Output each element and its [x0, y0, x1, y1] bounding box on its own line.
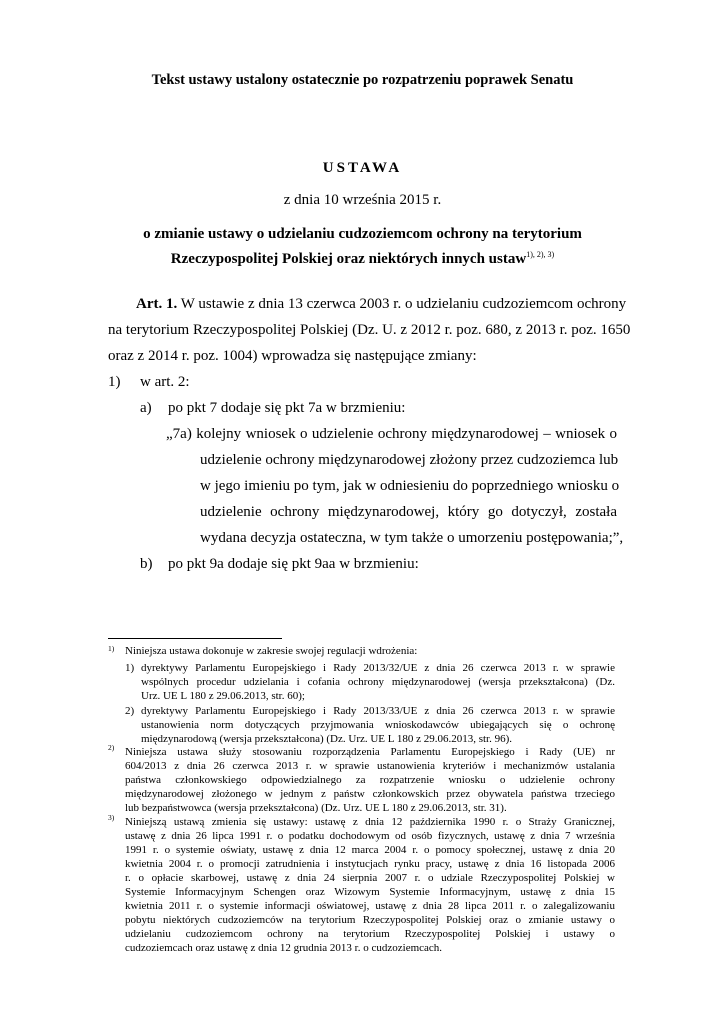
footnote-1-text: Niniejsza ustawa dokonuje w zakresie swojej regulacji wdrożenia:	[125, 645, 418, 657]
footnote-1-item-2-line-2: ustanowienia norm dotyczących przyjmowania wnioskodawców ubiegających się o ochronę	[141, 719, 615, 731]
footnote-2-line-2: 604/2013 z dnia 26 czerwca 2013 r. w sprawie ustanowienia kryteriów i mechanizmów ustalania	[125, 760, 615, 772]
act-date: z dnia 10 września 2015 r.	[283, 192, 442, 208]
act-subject-text: Rzeczypospolitej Polskiej oraz niektórych innych ustaw	[170, 251, 527, 267]
footnote-3-line-9: udzielaniu cudzoziemcom ochrony na terytorium Rzeczypospolitej Polskiej i ustawy o	[125, 928, 615, 940]
footnote-separator	[108, 638, 282, 639]
footnote-3-line-4: kwietnia 2004 r. o promocji zatrudnienia i instytucjach rynku pracy, ustawę z dnia 16 listopada 2006	[125, 858, 615, 870]
quote-line-3: w jego imieniu po tym, jak w odniesieniu do poprzedniego wniosku o	[200, 478, 620, 494]
act-type-heading: USTAWA	[322, 160, 403, 176]
footnote-1-item-2-line-1: dyrektywy Parlamentu Europejskiego i Rady 2013/33/UE z dnia 26 czerwca 2013 r. w sprawie	[141, 705, 615, 717]
footnote-2-line-4: międzynarodowej złożonego w jednym z państw członkowskich przez obywatela państwa trzeciego	[125, 788, 615, 800]
footnote-3-line-6: Systemie Informacyjnym Schengen oraz Wizowym Systemie Informacyjnym, ustawę z dnia 15	[125, 886, 615, 898]
article-intro-text: W ustawie z dnia 13 czerwca 2003 r. o udzielaniu cudzoziemcom ochrony	[180, 296, 627, 312]
footnote-1-item-1-line-2: wspólnych procedur udzielania i cofania ochrony międzynarodowej (wersja przekształcona) (Dz.	[141, 676, 615, 688]
footnote-2-mark: 2)	[108, 743, 115, 752]
footnote-1-mark: 1)	[108, 644, 115, 653]
footnote-3-line-7: kwietnia 2011 r. o systemie informacji oświatowej, ustawę z dnia 28 lipca 2011 r. o zalegalizowaniu	[125, 900, 615, 912]
footnote-2-line-5: lub bezpaństwowca (wersja przekształcona) (Dz. Urz. UE L 180 z 29.06.2013, str. 31).	[125, 802, 507, 814]
footnote-1-item-2-line-3: międzynarodową (wersja przekształcona) (Dz. Urz. UE L 180 z 29.06.2013, str. 96).	[141, 733, 513, 745]
footnote-3-line-5: r. o opłacie skarbowej, ustawę z dnia 24 sierpnia 2007 r. o udziale Rzeczypospolitej Polskiej w	[125, 872, 615, 884]
quote-line-1: „7a) kolejny wniosek o udzielenie ochrony międzynarodowej – wniosek o	[166, 426, 617, 442]
article-intro-line-1	[136, 296, 627, 313]
letter-b-marker: b)	[140, 556, 153, 572]
footnote-3-line-8: pobytu niektórych cudzoziemców na terytorium Rzeczypospolitej Polskiej oraz o zmianie ustawy o	[125, 914, 615, 926]
letter-b-text: po pkt 9a dodaje się pkt 9aa w brzmieniu:	[168, 556, 419, 572]
point-text: w art. 2:	[140, 374, 190, 390]
footnote-1-item-2-num: 2)	[125, 705, 135, 717]
article-intro-line-3: oraz z 2014 r. poz. 1004) wprowadza się następujące zmiany:	[108, 348, 477, 364]
footnote-refs: 1), 2), 3)	[526, 250, 555, 259]
footnote-2-line-3: państwa członkowskiego odpowiedzialnego za rozpatrzenie wniosku o udzielenie ochrony	[125, 774, 615, 786]
point-number: 1)	[108, 374, 121, 390]
page-header-title: Tekst ustawy ustalony ostatecznie po rozpatrzeniu poprawek Senatu	[151, 72, 574, 88]
footnote-3-line-1: Niniejszą ustawą zmienia się ustawy: ustawę z dnia 12 października 1990 r. o Straży Granicznej,	[125, 816, 615, 828]
footnote-1-item-1-line-1: dyrektywy Parlamentu Europejskiego i Rady 2013/32/UE z dnia 26 czerwca 2013 r. w sprawie	[141, 662, 615, 674]
footnote-3-line-10: cudzoziemcach oraz ustawę z dnia 12 grudnia 2013 r. o cudzoziemcach.	[125, 942, 443, 954]
footnote-2-line-1: Niniejsza ustawa służy stosowaniu rozporządzenia Parlamentu Europejskiego i Rady (UE) nr	[125, 746, 615, 758]
quote-line-2: udzielenie ochrony międzynarodowej złożony przez cudzoziemca lub	[200, 452, 619, 468]
footnote-3-line-3: 1991 r. o systemie oświaty, ustawę z dnia 12 marca 2004 r. o pomocy społecznej, ustawę z dnia 20	[125, 844, 615, 856]
footnote-3-line-2: ustawę z dnia 26 lipca 1991 r. o podatku dochodowym od osób fizycznych, ustawę z dnia 7 września	[125, 830, 615, 842]
act-subject-line-2	[0, 251, 725, 268]
article-label: Art. 1.	[136, 296, 178, 312]
letter-a-text: po pkt 7 dodaje się pkt 7a w brzmieniu:	[168, 400, 406, 416]
footnote-3-mark: 3)	[108, 813, 115, 822]
article-intro-line-2: na terytorium Rzeczypospolitej Polskiej (Dz. U. z 2012 r. poz. 680, z 2013 r. poz. 1650	[108, 322, 631, 338]
footnote-1-item-1-line-3: Urz. UE L 180 z 29.06.2013, str. 60);	[141, 690, 305, 702]
letter-a-marker: a)	[140, 400, 152, 416]
quote-line-5: wydana decyzja ostateczna, w tym także o umorzeniu postępowania;”,	[200, 530, 624, 546]
act-subject-line-1: o zmianie ustawy o udzielaniu cudzoziemcom ochrony na terytorium	[143, 226, 582, 242]
footnote-1-item-1-num: 1)	[125, 662, 135, 674]
quote-line-4: udzielenie ochrony międzynarodowej, który go dotyczył, została	[200, 504, 617, 520]
